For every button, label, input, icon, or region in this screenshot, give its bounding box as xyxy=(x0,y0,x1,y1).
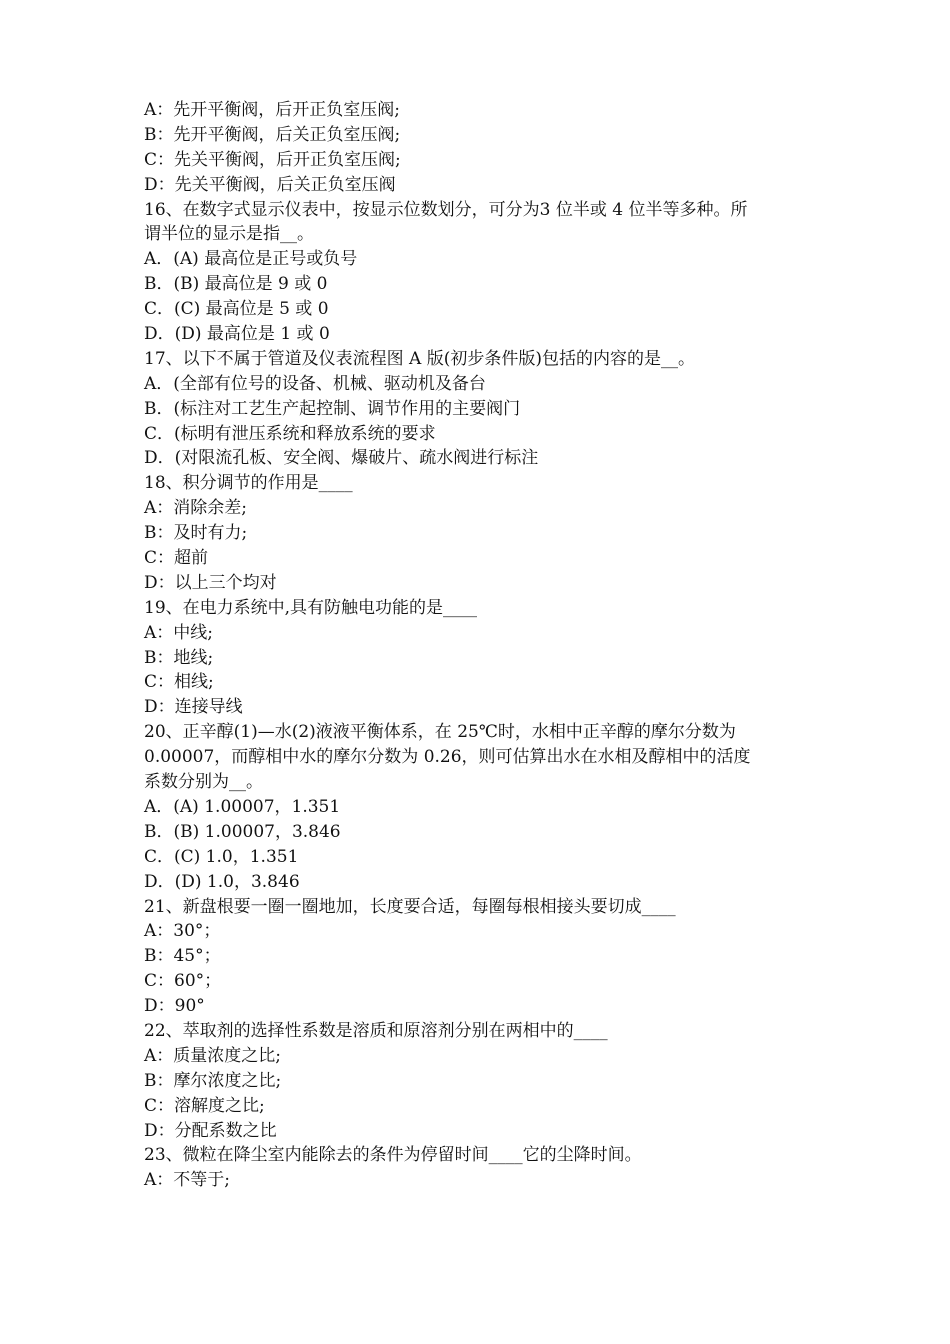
option-line: D．(D) 1.0，3.846 xyxy=(144,871,300,892)
option-line: C．(C) 1.0，1.351 xyxy=(144,846,299,867)
option-line: C：先关平衡阀，后开正负室压阀; xyxy=(144,149,401,170)
option-line: A：质量浓度之比; xyxy=(144,1045,282,1066)
question-19: 19、在电力系统中,具有防触电功能的是____ xyxy=(144,597,478,618)
option-line: B：45°； xyxy=(144,946,221,967)
option-line: D：90° xyxy=(144,996,205,1017)
option-line: A：不等于; xyxy=(144,1170,231,1191)
question-20-line-1: 20、正辛醇(1)—水(2)液液平衡体系，在 25℃时，水相中正辛醇的摩尔分数为 xyxy=(144,722,736,743)
question-21: 21、新盘根要一圈一圈地加，长度要合适，每圈每根相接头要切成____ xyxy=(144,896,676,917)
question-18: 18、积分调节的作用是____ xyxy=(144,473,353,494)
option-line: A：先开平衡阀，后开正负室压阀; xyxy=(144,100,401,120)
question-16-line-2: 谓半位的显示是指__。 xyxy=(144,224,314,245)
question-20-line-2: 0.00007，而醇相中水的摩尔分数为 0.26，则可估算出水在水相及醇相中的活度 xyxy=(144,747,751,768)
option-line: C．(标明有泄压系统和释放系统的要求 xyxy=(144,423,436,444)
option-line: C．(C) 最高位是 5 或 0 xyxy=(144,299,329,320)
option-line: D：连接导线 xyxy=(144,697,243,718)
option-line: C：溶解度之比; xyxy=(144,1095,265,1116)
option-line: B．(标注对工艺生产起控制、调节作用的主要阀门 xyxy=(144,398,521,419)
option-line: D：先关平衡阀，后关正负室压阀 xyxy=(144,174,396,195)
option-line: B：及时有力; xyxy=(144,523,248,544)
option-line: A．(A) 1.00007，1.351 xyxy=(144,796,341,817)
option-line: A．(A) 最高位是正号或负号 xyxy=(144,249,358,270)
option-line: D：分配系数之比 xyxy=(144,1120,277,1141)
question-16-line-1: 16、在数字式显示仪表中，按显示位数划分，可分为3 位半或 4 位半等多种。所 xyxy=(144,199,748,220)
option-line: B：摩尔浓度之比; xyxy=(144,1070,282,1091)
question-20-line-3: 系数分别为__。 xyxy=(144,772,263,793)
option-line: B．(B) 最高位是 9 或 0 xyxy=(144,274,328,295)
option-line: C：60°； xyxy=(144,971,222,992)
option-line: D．(对限流孔板、安全阀、爆破片、疏水阀进行标注 xyxy=(144,448,539,469)
option-line: D．(D) 最高位是 1 或 0 xyxy=(144,324,330,345)
option-line: B．(B) 1.00007，3.846 xyxy=(144,821,341,842)
option-line: B：地线; xyxy=(144,647,214,668)
option-line: D：以上三个均对 xyxy=(144,572,277,593)
option-line: A：30°； xyxy=(144,921,221,942)
option-line: C：相线; xyxy=(144,672,214,693)
question-23: 23、微粒在降尘室内能除去的条件为停留时间____它的尘降时间。 xyxy=(144,1145,642,1166)
question-17: 17、以下不属于管道及仪表流程图 A 版(初步条件版)包括的内容的是__。 xyxy=(144,348,695,369)
question-22: 22、萃取剂的选择性系数是溶质和原溶剂分别在两相中的____ xyxy=(144,1020,608,1041)
option-line: A：消除余差; xyxy=(144,498,248,519)
option-line: C：超前 xyxy=(144,548,209,569)
option-line: B：先开平衡阀，后关正负室压阀; xyxy=(144,124,401,145)
option-line: A．(全部有位号的设备、机械、驱动机及备台 xyxy=(144,373,486,394)
document-body xyxy=(144,98,814,1193)
option-line: A：中线; xyxy=(144,622,214,643)
